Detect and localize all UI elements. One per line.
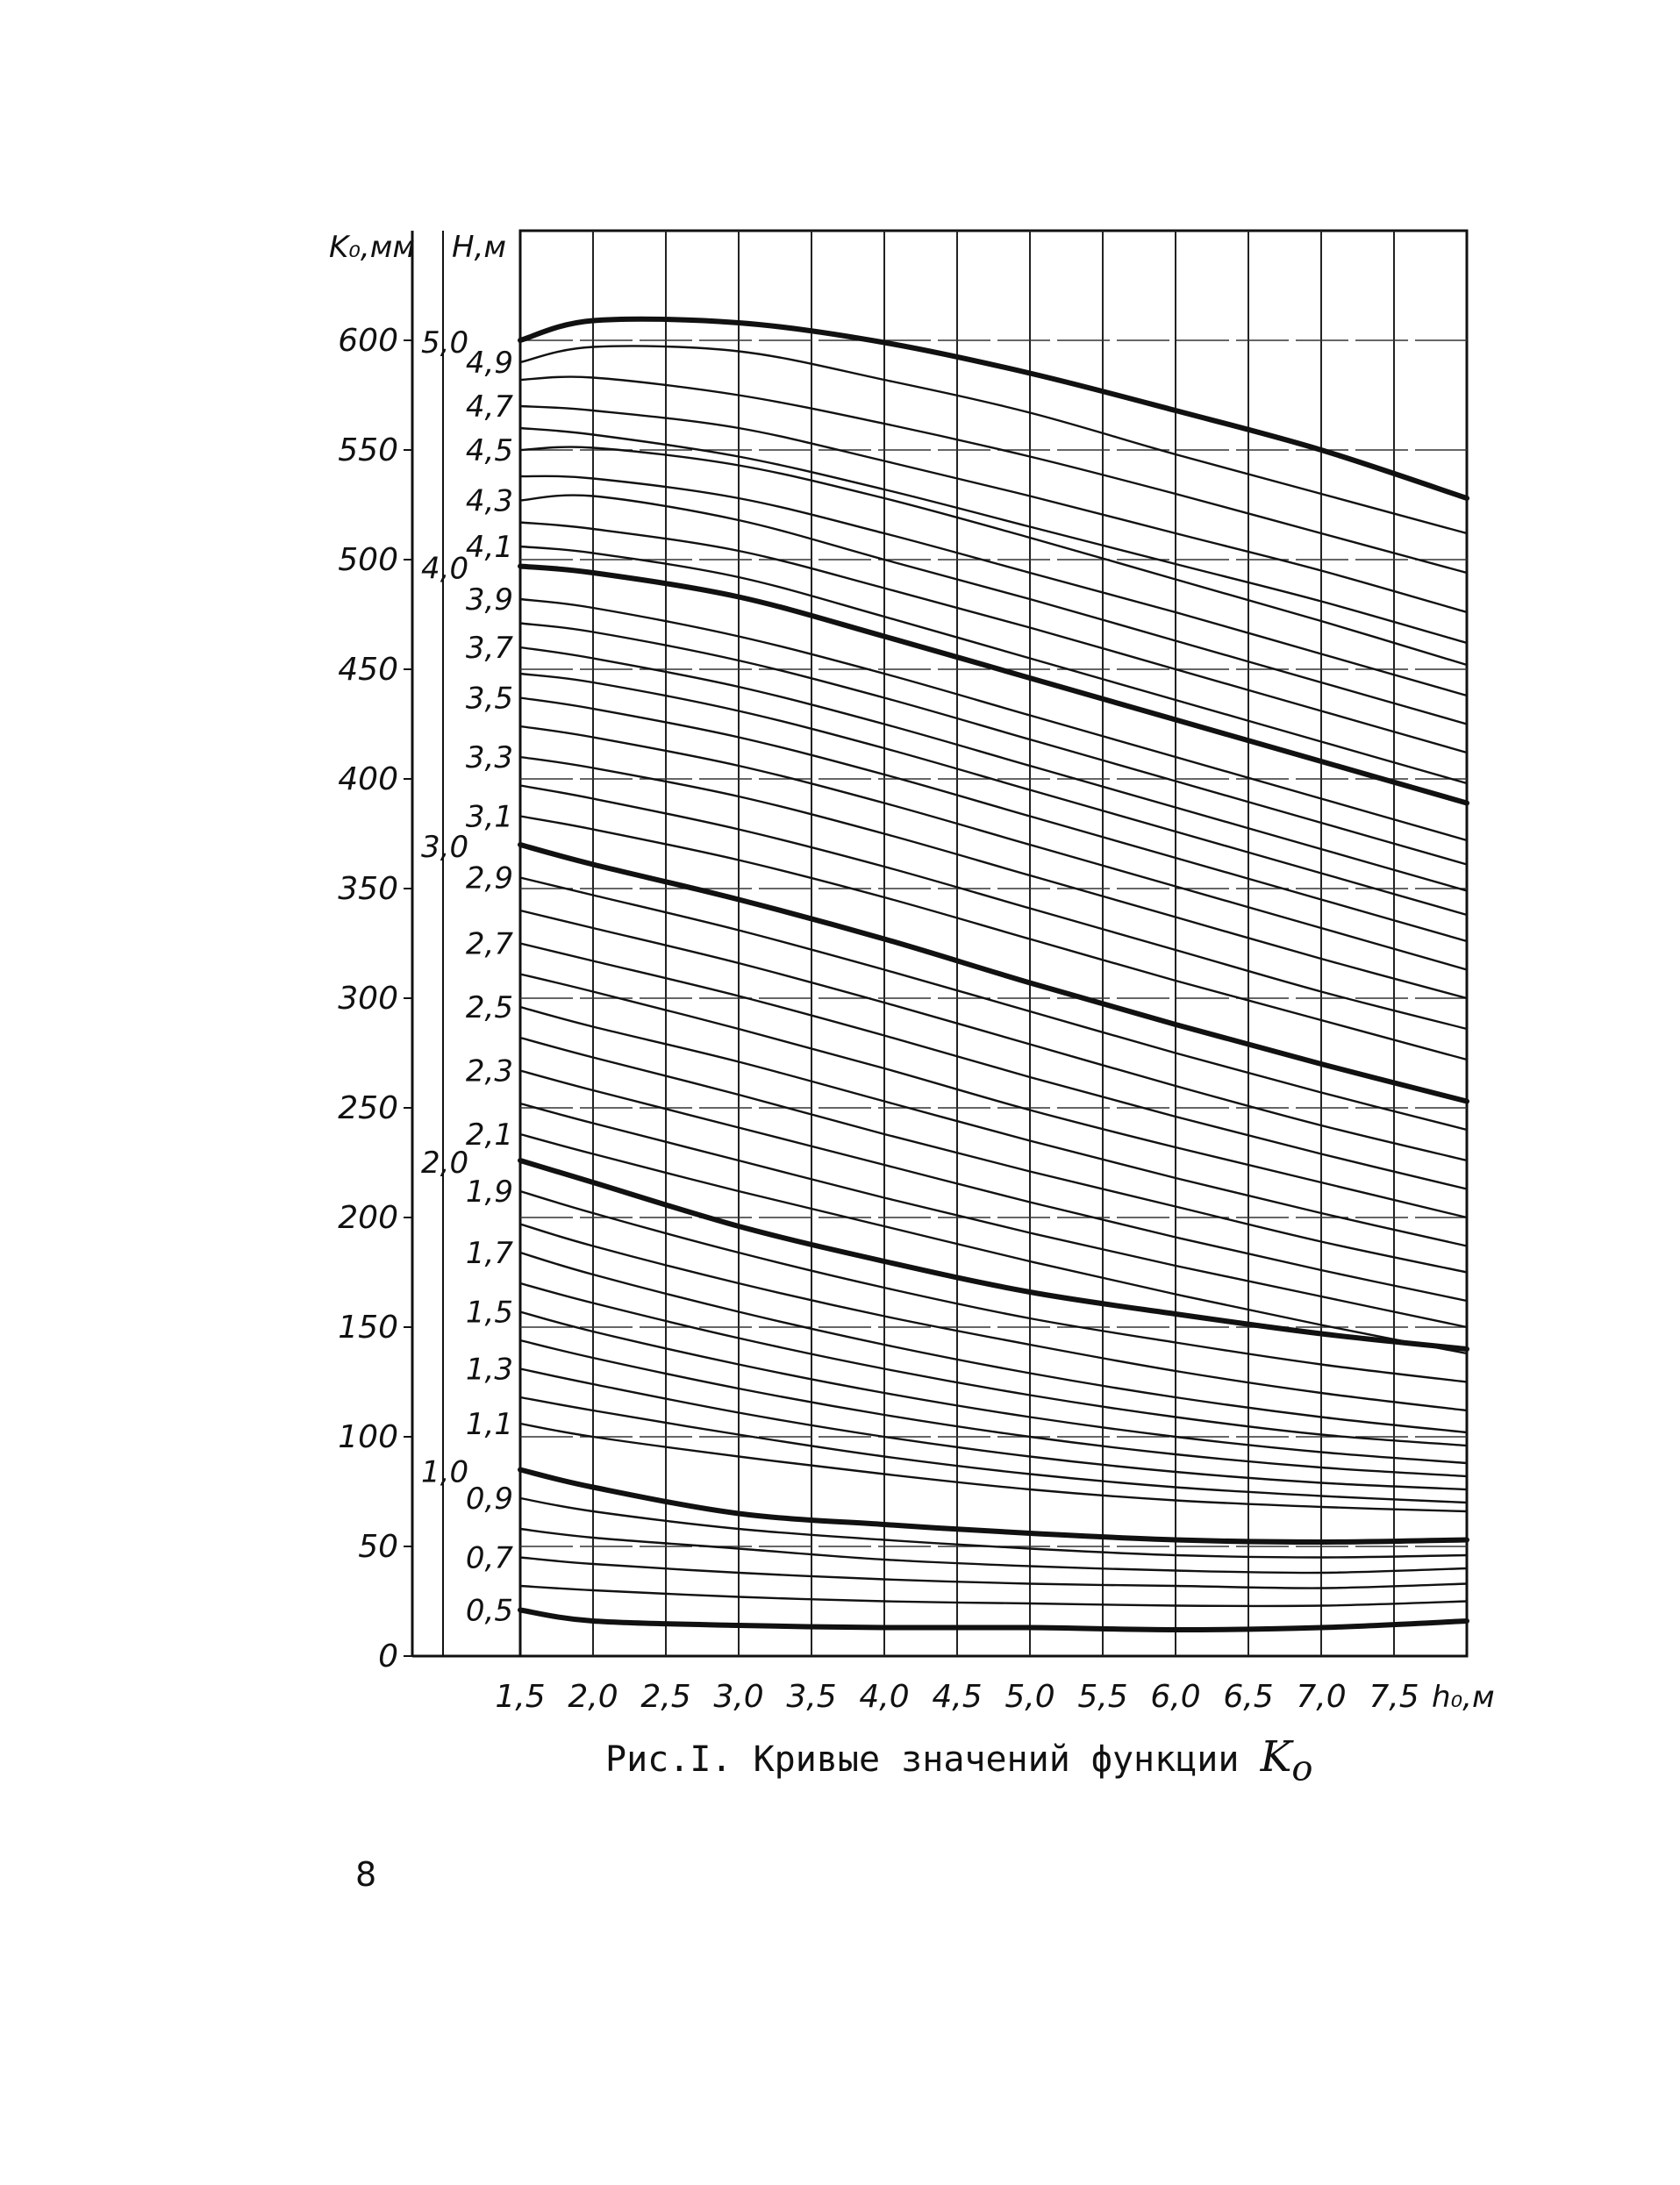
series-line-3-8 <box>520 624 1467 865</box>
series-label-3-5: 3,5 <box>465 681 513 717</box>
series-label-3-3: 3,3 <box>465 740 513 775</box>
series-line-4-2 <box>520 523 1467 753</box>
x-tick-label: 5,5 <box>1077 1679 1128 1715</box>
caption-text: Рис.I. Кривые значений функции <box>605 1739 1240 1780</box>
series-label-2-3: 2,3 <box>465 1053 513 1089</box>
series-label-2-0: 2,0 <box>421 1146 469 1181</box>
page-number: 8 <box>355 1855 377 1894</box>
series-label-3-9: 3,9 <box>465 582 513 618</box>
y-tick-label: 50 <box>358 1529 398 1565</box>
series-label-1-7: 1,7 <box>465 1236 513 1271</box>
x-axis-ticks <box>495 1679 1419 1715</box>
series-line-4-4 <box>520 476 1467 696</box>
x-tick-label: 3,5 <box>786 1679 837 1715</box>
x-tick-label: 7,0 <box>1296 1679 1347 1715</box>
series-line-1-0 <box>520 1470 1467 1543</box>
series-line-0-5 <box>520 1610 1467 1631</box>
y-tick-label: 100 <box>338 1419 398 1455</box>
series-label-4-9: 4,9 <box>465 346 513 381</box>
series-label-4-0: 4,0 <box>421 551 469 587</box>
y-tick-label: 600 <box>338 323 398 359</box>
series-line-2-8 <box>520 910 1467 1160</box>
figure-caption <box>605 1732 1313 1789</box>
x-tick-label: 4,5 <box>932 1679 983 1715</box>
x-tick-label: 1,5 <box>495 1679 546 1715</box>
series-label-2-1: 2,1 <box>465 1117 513 1153</box>
series-label-2-7: 2,7 <box>465 926 513 962</box>
series-line-4-5 <box>520 447 1467 665</box>
series-line-3-3 <box>520 757 1467 998</box>
series-line-2-9 <box>520 878 1467 1131</box>
series-line-3-9 <box>520 599 1467 840</box>
series-label-2-9: 2,9 <box>465 860 513 896</box>
series-line-2-3 <box>520 1071 1467 1302</box>
series-label-1-9: 1,9 <box>465 1175 513 1210</box>
x-axis-title: h₀,м <box>1432 1680 1495 1715</box>
series-line-3-2 <box>520 786 1467 1030</box>
series-line-3-5 <box>520 698 1467 942</box>
series-label-4-5: 4,5 <box>465 433 513 468</box>
y-axis-title: K₀,мм <box>329 230 416 265</box>
caption-symbol-subscript: o <box>1291 1748 1313 1789</box>
series-labels <box>421 325 513 1629</box>
series-line-4-6 <box>520 428 1467 643</box>
y-tick-label: 500 <box>338 542 398 578</box>
series-line-3-0 <box>520 845 1467 1102</box>
y-tick-label: 350 <box>338 871 398 907</box>
series-label-1-1: 1,1 <box>465 1407 513 1442</box>
series-label-2-5: 2,5 <box>465 990 513 1025</box>
series-label-3-0: 3,0 <box>421 830 469 865</box>
x-tick-label: 5,0 <box>1004 1679 1055 1715</box>
x-tick-label: 7,5 <box>1369 1679 1419 1715</box>
series-line-4-8 <box>520 377 1467 573</box>
series-label-1-3: 1,3 <box>465 1352 513 1388</box>
series-line-4-3 <box>520 496 1467 725</box>
series-line-1-4 <box>520 1340 1467 1476</box>
series-label-1-5: 1,5 <box>465 1295 513 1331</box>
series-label-4-3: 4,3 <box>465 483 513 519</box>
series-label-3-1: 3,1 <box>465 799 513 835</box>
series-label-0-9: 0,9 <box>465 1482 513 1517</box>
x-tick-label: 2,5 <box>640 1679 691 1715</box>
series-label-4-7: 4,7 <box>465 389 513 425</box>
y-tick-label: 450 <box>338 652 398 688</box>
y-tick-label: 200 <box>338 1200 398 1236</box>
y-tick-label: 0 <box>378 1639 398 1674</box>
series-line-3-1 <box>520 817 1467 1060</box>
series-label-3-7: 3,7 <box>465 631 513 666</box>
series-line-2-6 <box>520 975 1467 1218</box>
series-label-1-0: 1,0 <box>421 1454 469 1490</box>
caption-symbol-letter: K <box>1260 1732 1292 1782</box>
x-tick-label: 3,0 <box>713 1679 764 1715</box>
y-tick-label: 150 <box>338 1310 398 1346</box>
series-label-0-5: 0,5 <box>465 1593 513 1629</box>
series-label-4-1: 4,1 <box>465 530 513 565</box>
series-line-0-8 <box>520 1529 1467 1573</box>
series-label-5-0: 5,0 <box>421 325 469 361</box>
x-tick-label: 4,0 <box>859 1679 910 1715</box>
series-line-1-3 <box>520 1369 1467 1490</box>
y-axis-title-h: H,м <box>452 230 507 265</box>
series-line-1-7 <box>520 1253 1467 1432</box>
chart-curves <box>520 319 1467 1630</box>
y-tick-label: 400 <box>338 761 398 797</box>
y-tick-label: 250 <box>338 1090 398 1126</box>
caption-symbol <box>1260 1732 1313 1789</box>
x-tick-label: 2,0 <box>568 1679 618 1715</box>
x-tick-label: 6,0 <box>1150 1679 1201 1715</box>
x-tick-label: 6,5 <box>1223 1679 1274 1715</box>
y-tick-label: 550 <box>338 432 398 468</box>
y-axis-ticks <box>338 323 412 1674</box>
series-label-0-7: 0,7 <box>465 1540 513 1576</box>
y-tick-label: 300 <box>338 981 398 1017</box>
